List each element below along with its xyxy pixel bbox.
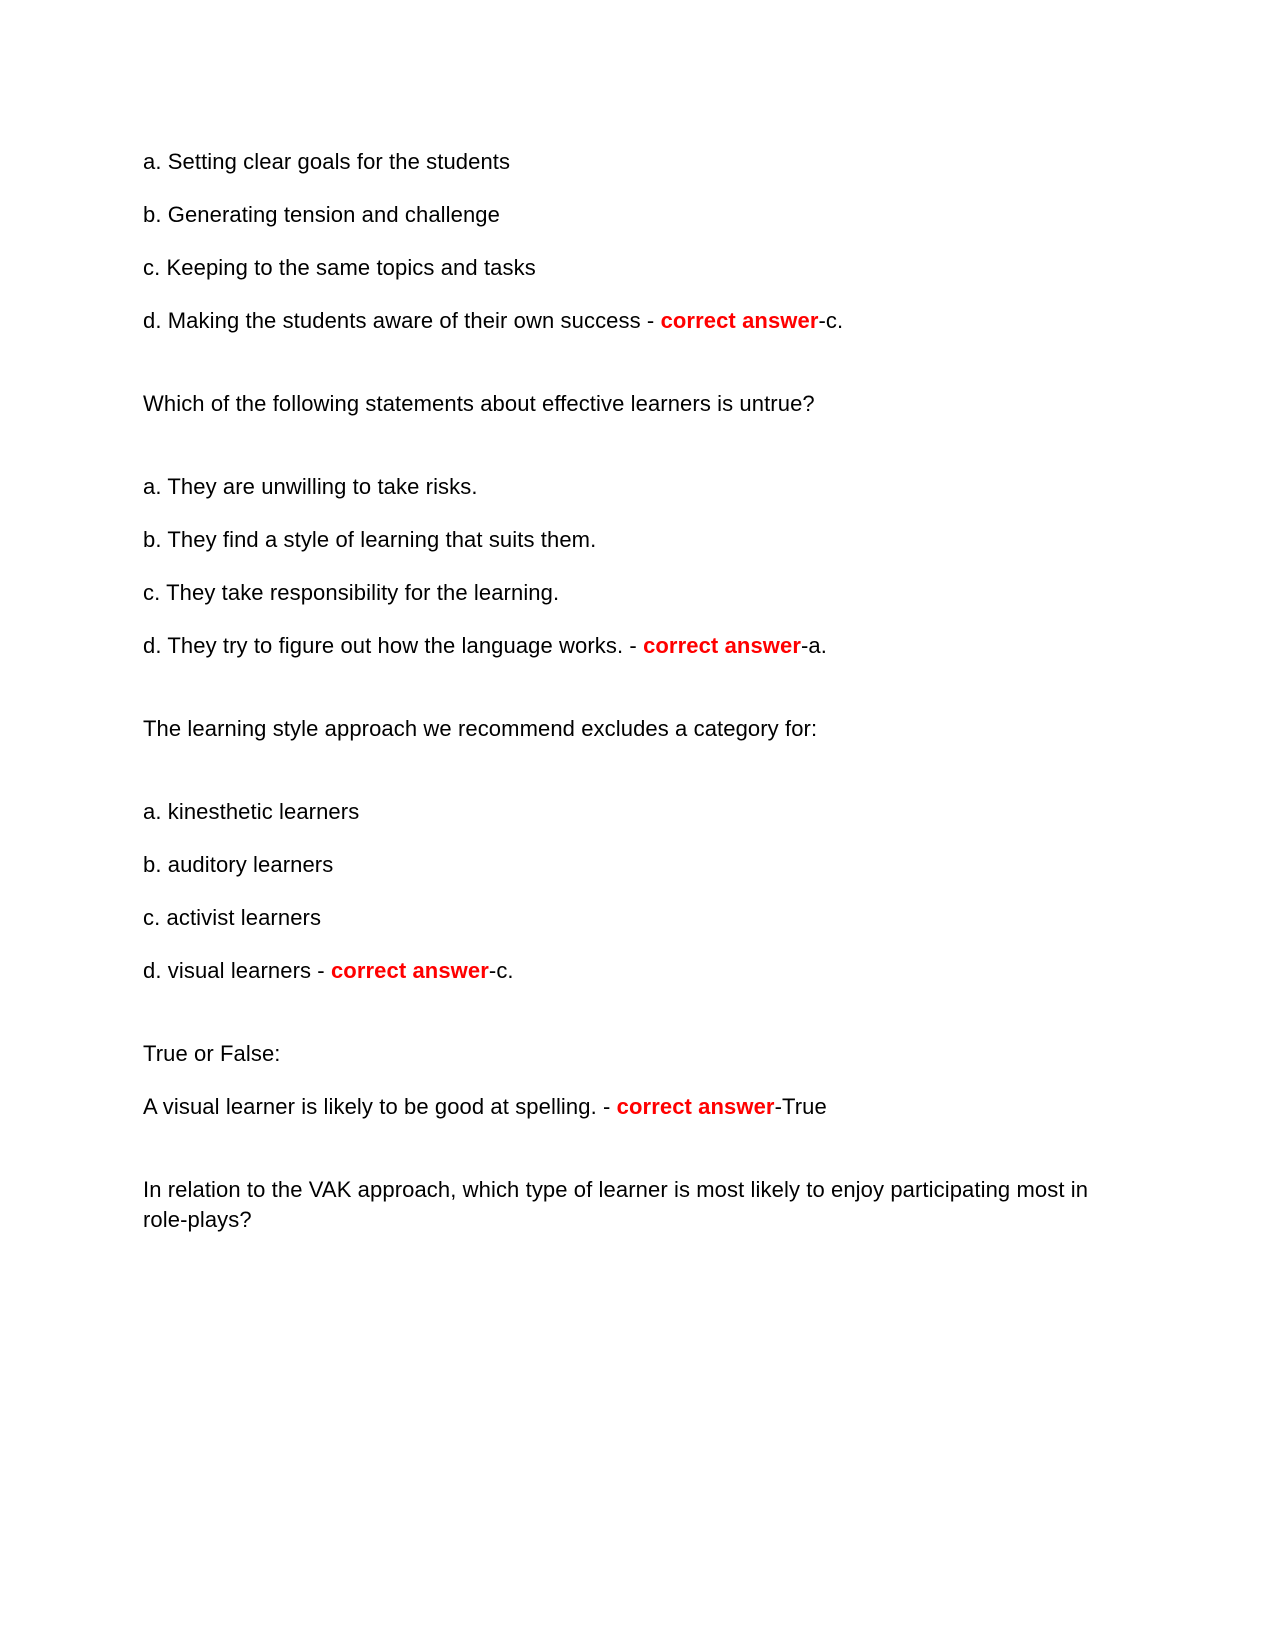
- text-segment: a. kinesthetic learners: [143, 799, 360, 824]
- text-segment: b. Generating tension and challenge: [143, 202, 500, 227]
- text-segment: a. Setting clear goals for the students: [143, 149, 511, 174]
- correct-answer-label: correct answer: [330, 958, 489, 983]
- paragraph: [143, 956, 1135, 986]
- text-segment: -a.: [801, 633, 827, 658]
- paragraph: [143, 147, 1135, 177]
- paragraph: [143, 631, 1135, 661]
- paragraph: [143, 253, 1135, 283]
- text-segment: d. They try to figure out how the language works. -: [143, 633, 644, 658]
- correct-answer-label: correct answer: [616, 1094, 775, 1119]
- text-segment: -True: [774, 1094, 827, 1119]
- paragraph: [143, 797, 1135, 827]
- text-segment: b. auditory learners: [143, 852, 334, 877]
- text-segment: True or False:: [143, 1041, 281, 1066]
- paragraph: [143, 1039, 1135, 1069]
- paragraph: [143, 850, 1135, 880]
- paragraph: [143, 472, 1135, 502]
- text-segment: d. Making the students aware of their own success -: [143, 308, 661, 333]
- paragraph: [143, 525, 1135, 555]
- text-segment: -c.: [488, 958, 514, 983]
- text-segment: a. They are unwilling to take risks.: [143, 474, 478, 499]
- paragraph: [143, 578, 1135, 608]
- text-segment: Which of the following statements about effective learners is untrue?: [143, 391, 815, 416]
- text-segment: A visual learner is likely to be good at spelling. -: [143, 1094, 617, 1119]
- text-segment: -c.: [818, 308, 844, 333]
- paragraph: [143, 903, 1135, 933]
- paragraph: [143, 389, 1135, 419]
- text-segment: The learning style approach we recommend excludes a category for:: [143, 716, 818, 741]
- text-segment: c. activist learners: [143, 905, 322, 930]
- text-segment: In relation to the VAK approach, which type of learner is most likely to enjoy participating most in role-plays?: [143, 1177, 1089, 1232]
- text-segment: b. They find a style of learning that suits them.: [143, 527, 597, 552]
- paragraph: [143, 714, 1135, 744]
- paragraph: [143, 1175, 1135, 1235]
- correct-answer-label: correct answer: [660, 308, 819, 333]
- document-content: [143, 147, 1135, 1235]
- text-segment: d. visual learners -: [143, 958, 331, 983]
- text-segment: c. Keeping to the same topics and tasks: [143, 255, 536, 280]
- paragraph: [143, 1092, 1135, 1122]
- correct-answer-label: correct answer: [643, 633, 801, 658]
- text-segment: c. They take responsibility for the learning.: [143, 580, 560, 605]
- paragraph: [143, 200, 1135, 230]
- paragraph: [143, 306, 1135, 336]
